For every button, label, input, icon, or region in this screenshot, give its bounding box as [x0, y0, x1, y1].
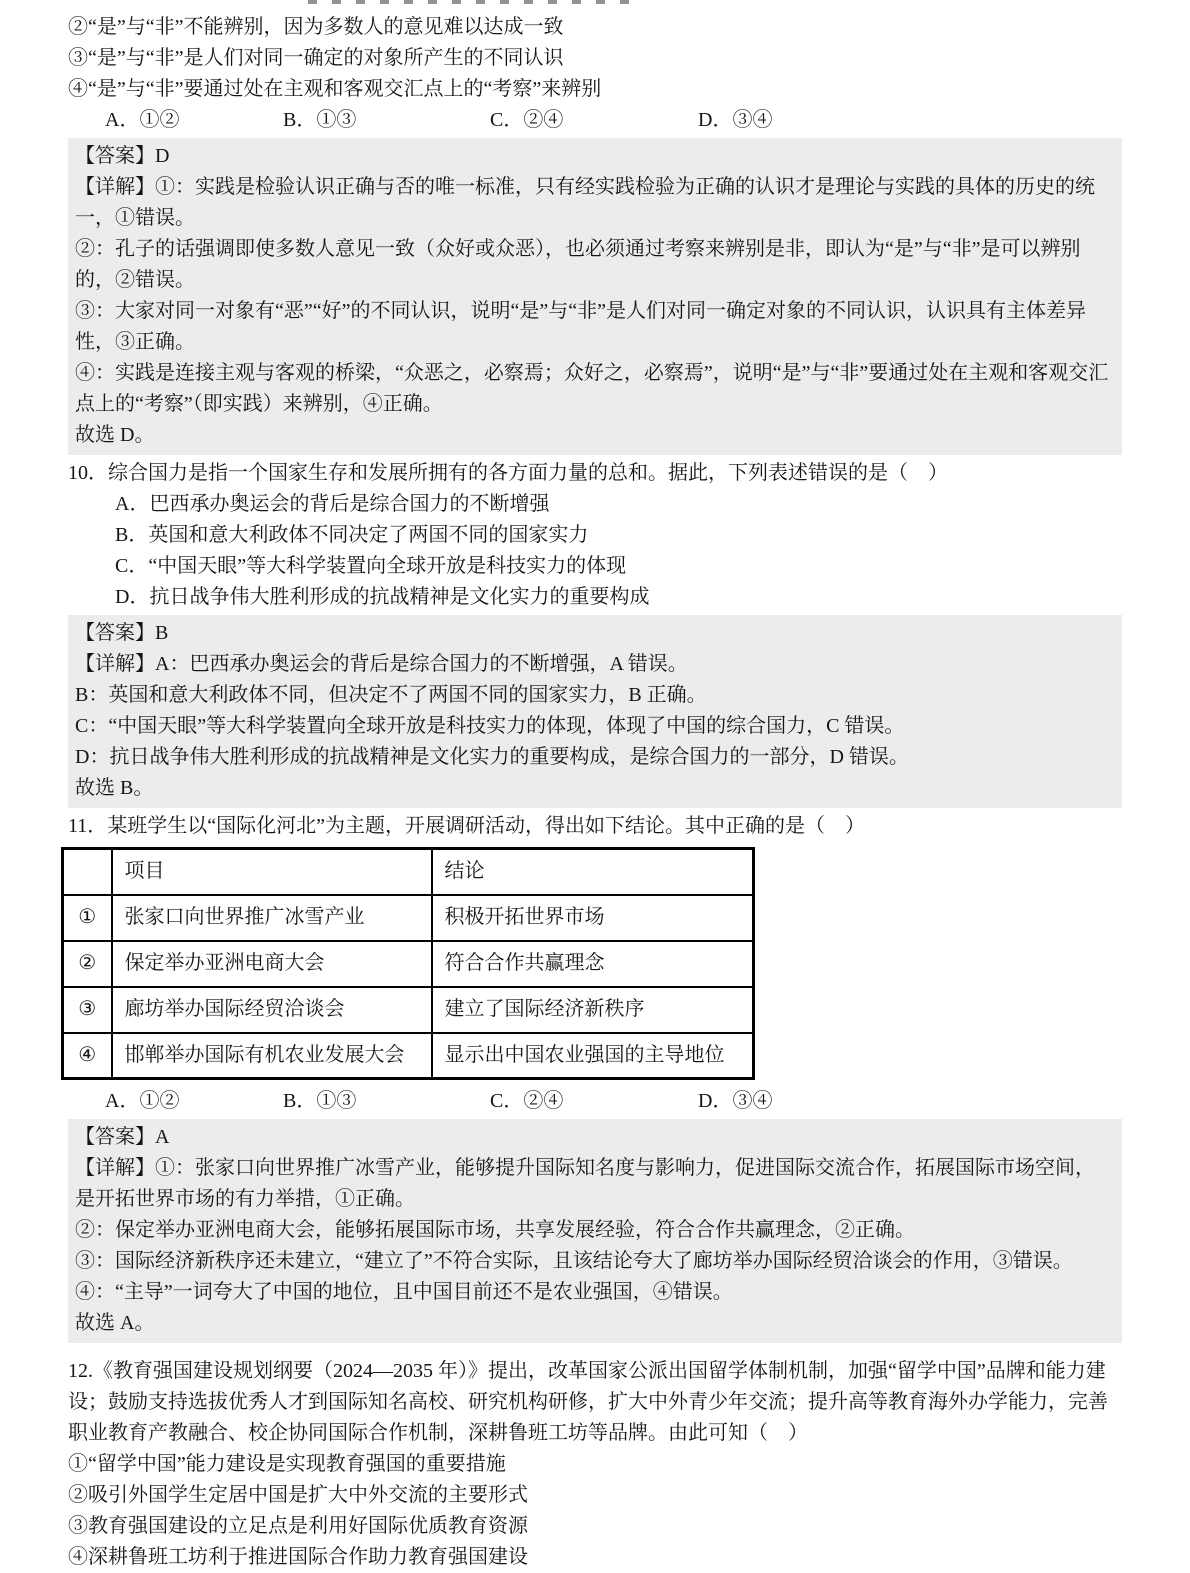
- q10-option-d: D．抗日战争伟大胜利形成的抗战精神是文化实力的重要构成: [115, 586, 650, 608]
- choice-value: ①③: [316, 109, 357, 131]
- q10-answer-line: [75, 618, 1112, 649]
- choice-value: ③④: [732, 1090, 773, 1112]
- table-row: [63, 895, 754, 941]
- answer-label: 【答案】: [75, 622, 155, 644]
- q9-choice-d: [698, 105, 772, 136]
- q11-detail-paragraph: ③：国际经济新秩序还未建立，“建立了”不符合实际，且该结论夸大了廊坊举办国际经贸洽谈会的作用，③错误。: [75, 1250, 1073, 1272]
- q10-option-c: C．“中国天眼”等大科学装置向全球开放是科技实力的体现: [115, 555, 627, 577]
- choice-value: ①②: [139, 109, 180, 131]
- table-row: [63, 941, 754, 987]
- table-cell: 建立了国际经济新秩序: [432, 987, 754, 1033]
- detail-label: 【详解】: [75, 176, 155, 198]
- table-cell: 保定举办亚洲电商大会: [112, 941, 432, 987]
- q9-statement-2: ②“是”与“非”不能辨别，因为多数人的意见难以达成一致: [68, 16, 564, 38]
- q11-choice-a: [105, 1086, 283, 1117]
- table-cell: 邯郸举办国际有机农业发展大会: [112, 1033, 432, 1079]
- detail-label: 【详解】: [75, 653, 155, 675]
- choice-label: C．: [490, 1090, 524, 1112]
- q11-detail-paragraph: ④：“主导”一词夸大了中国的地位，且中国目前还不是农业强国，④错误。: [75, 1281, 733, 1303]
- table-row: [63, 1033, 754, 1079]
- answer-value: D: [155, 145, 170, 167]
- q12-statement-4: ④深耕鲁班工坊利于推进国际合作助力教育强国建设: [68, 1546, 528, 1568]
- table-header-cell: [63, 849, 112, 895]
- q10-detail-paragraph: B：英国和意大利政体不同，但决定不了两国不同的国家实力，B 正确。: [75, 684, 707, 706]
- q12-statement-1: ①“留学中国”能力建设是实现教育强国的重要措施: [68, 1453, 506, 1475]
- table-cell: ④: [63, 1033, 112, 1079]
- table-row: [63, 987, 754, 1033]
- q9-statement-4: ④“是”与“非”要通过处在主观和客观交汇点上的“考察”来辨别: [68, 78, 602, 100]
- choice-label: A．: [105, 1090, 140, 1112]
- q11-detail-paragraph: [75, 1153, 1112, 1215]
- q9-detail-paragraph: [75, 172, 1112, 234]
- q10-option-b: B．英国和意大利政体不同决定了两国不同的国家实力: [115, 524, 589, 546]
- detail-label: 【详解】: [75, 1157, 155, 1179]
- choice-value: ①③: [316, 1090, 357, 1112]
- q10-stem: 10．综合国力是指一个国家生存和发展所拥有的各方面力量的总和。据此，下列表述错误的是（ ）: [68, 462, 948, 484]
- answer-value: B: [155, 622, 169, 644]
- choice-value: ③④: [732, 109, 773, 131]
- choice-value: ①②: [139, 1090, 180, 1112]
- q11-choice-d: [698, 1086, 772, 1117]
- q9-conclusion: 故选 D。: [75, 424, 155, 446]
- q11-choice-b: [283, 1086, 490, 1117]
- q12-stem: 12.《教育强国建设规划纲要（2024—2035 年）》提出，改革国家公派出国留学体制机制，加强“留学中国”品牌和能力建设；鼓励支持选拔优秀人才到国际知名高校、研究机构研修，扩大中外青少年交流；提升高等教育海外办学能力，完善职业教育产教融合、校企协同国际合作机制，深耕鲁班工坊等品牌。由此可知（ ）: [68, 1360, 1108, 1444]
- q9-choice-b: [283, 105, 490, 136]
- choice-label: C．: [490, 109, 524, 131]
- q10-answer-block: [68, 615, 1122, 808]
- table-cell: 符合合作共赢理念: [432, 941, 754, 987]
- choice-label: D．: [698, 1090, 733, 1112]
- q11-detail-paragraph: ②：保定举办亚洲电商大会，能够拓展国际市场，共享发展经验，符合合作共赢理念，②正确。: [75, 1219, 915, 1241]
- q11-choice-c: [490, 1086, 698, 1117]
- q12-statement-2: ②吸引外国学生定居中国是扩大中外交流的主要形式: [68, 1484, 528, 1506]
- table-header-cell: 项目: [112, 849, 432, 895]
- choice-value: ②④: [523, 1090, 564, 1112]
- q11-answer-line: [75, 1122, 1112, 1153]
- detail-text: ①：张家口向世界推广冰雪产业，能够提升国际知名度与影响力，促进国际交流合作，拓展国际市场空间，是开拓世界市场的有力举措，①正确。: [75, 1157, 1095, 1210]
- q10-detail-paragraph: D：抗日战争伟大胜利形成的抗战精神是文化实力的重要构成，是综合国力的一部分，D 错误。: [75, 746, 909, 768]
- q9-choices-row: [68, 105, 1122, 136]
- answer-label: 【答案】: [75, 1126, 155, 1148]
- table-header-row: [63, 849, 754, 895]
- q9-choice-a: [105, 105, 283, 136]
- table-cell: ②: [63, 941, 112, 987]
- q9-choice-c: [490, 105, 698, 136]
- q9-answer-line: [75, 141, 1112, 172]
- q10-detail-paragraph: [75, 649, 1112, 680]
- q9-statement-3: ③“是”与“非”是人们对同一确定的对象所产生的不同认识: [68, 47, 564, 69]
- q9-answer-block: [68, 138, 1122, 455]
- choice-label: B．: [283, 1090, 317, 1112]
- table-cell: ①: [63, 895, 112, 941]
- q9-detail-paragraph: ④：实践是连接主观与客观的桥梁，“众恶之，必察焉；众好之，必察焉”，说明“是”与“非”要通过处在主观和客观交汇点上的“考察”（即实践）来辨别，④正确。: [75, 362, 1109, 415]
- q10-conclusion: 故选 B。: [75, 777, 154, 799]
- q11-stem: 11．某班学生以“国际化河北”为主题，开展调研活动，得出如下结论。其中正确的是（ ）: [68, 815, 866, 837]
- q12-statement-3: ③教育强国建设的立足点是利用好国际优质教育资源: [68, 1515, 528, 1537]
- choice-value: ②④: [523, 109, 564, 131]
- q9-detail-paragraph: ②：孔子的话强调即使多数人意见一致（众好或众恶），也必须通过考察来辨别是非，即认为“是”与“非”是可以辨别的，②错误。: [75, 238, 1081, 291]
- detail-text: A：巴西承办奥运会的背后是综合国力的不断增强，A 错误。: [155, 653, 688, 675]
- detail-text: ①：实践是检验认识正确与否的唯一标准，只有经实践检验为正确的认识才是理论与实践的具体的历史的统一，①错误。: [75, 176, 1095, 229]
- q11-survey-table: [61, 847, 755, 1080]
- choice-label: B．: [283, 109, 317, 131]
- clipped-text-remnant: [308, 0, 638, 4]
- answer-label: 【答案】: [75, 145, 155, 167]
- q11-answer-block: [68, 1119, 1122, 1343]
- q11-choices-row: [68, 1086, 1122, 1117]
- q10-detail-paragraph: C：“中国天眼”等大科学装置向全球开放是科技实力的体现，体现了中国的综合国力，C 错误。: [75, 715, 905, 737]
- q9-detail-paragraph: ③：大家对同一对象有“恶”“好”的不同认识，说明“是”与“非”是人们对同一确定对象的不同认识，认识具有主体差异性，③正确。: [75, 300, 1087, 353]
- table-cell: ③: [63, 987, 112, 1033]
- choice-label: D．: [698, 109, 733, 131]
- table-cell: 廊坊举办国际经贸洽谈会: [112, 987, 432, 1033]
- table-cell: 显示出中国农业强国的主导地位: [432, 1033, 754, 1079]
- choice-label: A．: [105, 109, 140, 131]
- q11-conclusion: 故选 A。: [75, 1312, 155, 1334]
- q10-option-a: A．巴西承办奥运会的背后是综合国力的不断增强: [115, 493, 550, 515]
- table-cell: 积极开拓世界市场: [432, 895, 754, 941]
- answer-value: A: [155, 1126, 170, 1148]
- table-header-cell: 结论: [432, 849, 754, 895]
- table-cell: 张家口向世界推广冰雪产业: [112, 895, 432, 941]
